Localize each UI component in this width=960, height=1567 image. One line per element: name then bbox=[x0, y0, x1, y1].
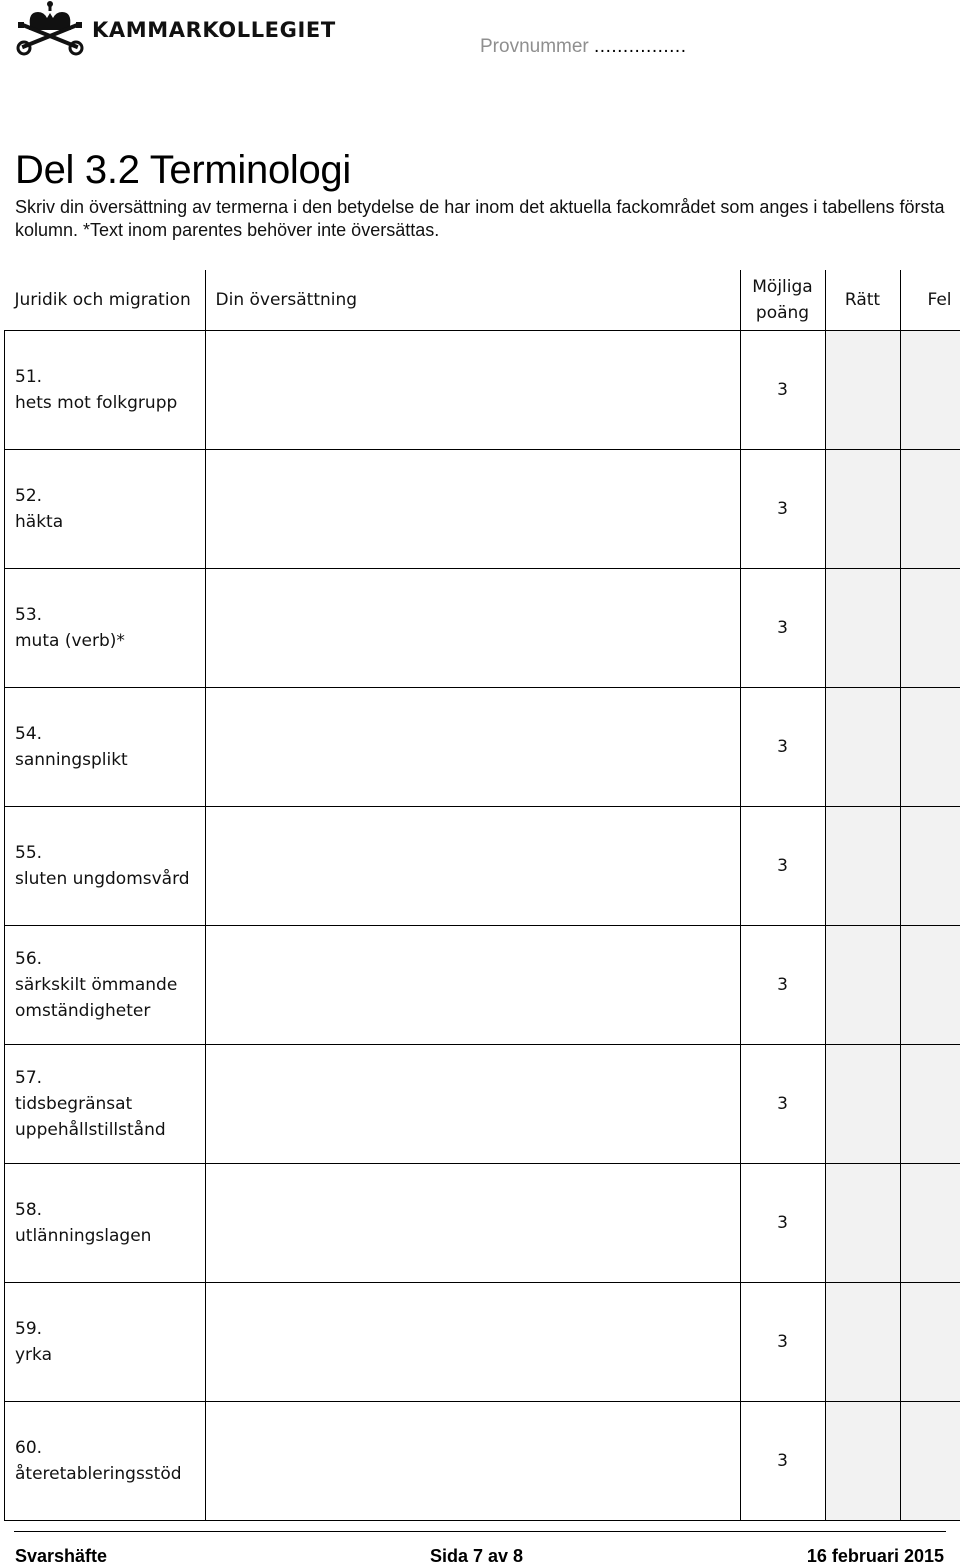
footer-page-number: Sida 7 av 8 bbox=[430, 1545, 523, 1567]
provnummer-label: Provnummer bbox=[480, 36, 589, 57]
wrong-score-cell bbox=[900, 807, 960, 926]
correct-score-cell bbox=[825, 569, 900, 688]
wrong-score-cell bbox=[900, 450, 960, 569]
possible-points-cell: 3 bbox=[740, 926, 825, 1045]
possible-points-cell: 3 bbox=[740, 807, 825, 926]
table-row bbox=[5, 1283, 960, 1402]
possible-points-cell: 3 bbox=[740, 1283, 825, 1402]
term-cell bbox=[5, 926, 206, 1045]
wrong-score-cell bbox=[900, 331, 960, 450]
term-text: hets mot folkgrupp bbox=[15, 390, 205, 416]
table-row bbox=[5, 807, 960, 926]
translation-answer-cell[interactable] bbox=[205, 688, 740, 807]
table-header-row bbox=[5, 270, 960, 331]
header-points: Möjliga poäng bbox=[740, 270, 825, 331]
possible-points-cell: 3 bbox=[740, 1164, 825, 1283]
term-number: 54. bbox=[15, 721, 205, 747]
table-row bbox=[5, 688, 960, 807]
term-text: yrka bbox=[15, 1342, 205, 1368]
term-number: 52. bbox=[15, 483, 205, 509]
wrong-score-cell bbox=[900, 1283, 960, 1402]
footer-date: 16 februari 2015 bbox=[807, 1545, 944, 1567]
possible-points-cell: 3 bbox=[740, 1045, 825, 1164]
translation-answer-cell[interactable] bbox=[205, 1164, 740, 1283]
header-term: Juridik och migration bbox=[5, 270, 206, 331]
header-wrong: Fel bbox=[900, 270, 960, 331]
translation-answer-cell[interactable] bbox=[205, 926, 740, 1045]
crown-keys-emblem-icon bbox=[14, 0, 86, 58]
table-row bbox=[5, 1164, 960, 1283]
translation-answer-cell[interactable] bbox=[205, 1402, 740, 1521]
term-cell bbox=[5, 569, 206, 688]
term-text: häkta bbox=[15, 509, 205, 535]
header-translation: Din översättning bbox=[205, 270, 740, 331]
logo-wordmark: KAMMARKOLLEGIET bbox=[92, 18, 336, 42]
table-row bbox=[5, 331, 960, 450]
term-number: 60. bbox=[15, 1435, 205, 1461]
section-title: Del 3.2 Terminologi bbox=[15, 142, 351, 198]
correct-score-cell bbox=[825, 926, 900, 1045]
table-row bbox=[5, 1045, 960, 1164]
correct-score-cell bbox=[825, 331, 900, 450]
term-cell bbox=[5, 688, 206, 807]
term-text: muta (verb)* bbox=[15, 628, 205, 654]
correct-score-cell bbox=[825, 450, 900, 569]
correct-score-cell bbox=[825, 1164, 900, 1283]
wrong-score-cell bbox=[900, 1045, 960, 1164]
wrong-score-cell bbox=[900, 926, 960, 1045]
footer-document-name: Svarshäfte bbox=[15, 1545, 107, 1567]
term-number: 55. bbox=[15, 840, 205, 866]
term-number: 58. bbox=[15, 1197, 205, 1223]
header-correct: Rätt bbox=[825, 270, 900, 331]
translation-answer-cell[interactable] bbox=[205, 807, 740, 926]
provnummer-dots: ................ bbox=[594, 36, 686, 57]
correct-score-cell bbox=[825, 1283, 900, 1402]
translation-answer-cell[interactable] bbox=[205, 450, 740, 569]
footer-divider bbox=[14, 1531, 946, 1532]
wrong-score-cell bbox=[900, 1164, 960, 1283]
translation-answer-cell[interactable] bbox=[205, 331, 740, 450]
term-cell bbox=[5, 450, 206, 569]
terminology-table bbox=[4, 270, 960, 1521]
translation-answer-cell[interactable] bbox=[205, 1045, 740, 1164]
possible-points-cell: 3 bbox=[740, 569, 825, 688]
possible-points-cell: 3 bbox=[740, 1402, 825, 1521]
term-cell bbox=[5, 807, 206, 926]
term-text: återetableringsstöd bbox=[15, 1461, 205, 1487]
term-text: särkskilt ömmande omständigheter bbox=[15, 972, 205, 1024]
correct-score-cell bbox=[825, 1045, 900, 1164]
table-row bbox=[5, 569, 960, 688]
possible-points-cell: 3 bbox=[740, 450, 825, 569]
term-cell bbox=[5, 331, 206, 450]
term-text: sanningsplikt bbox=[15, 747, 205, 773]
term-number: 59. bbox=[15, 1316, 205, 1342]
term-text: sluten ungdomsvård bbox=[15, 866, 205, 892]
wrong-score-cell bbox=[900, 688, 960, 807]
term-number: 51. bbox=[15, 364, 205, 390]
correct-score-cell bbox=[825, 1402, 900, 1521]
provnummer-field bbox=[480, 36, 687, 58]
term-number: 56. bbox=[15, 946, 205, 972]
table-row bbox=[5, 1402, 960, 1521]
term-cell bbox=[5, 1283, 206, 1402]
section-instructions: Skriv din översättning av termerna i den betydelse de har inom det aktuella fackområdet som anges i tabellens första kolumn. *Text inom parentes behöver inte översättas. bbox=[15, 196, 950, 242]
term-text: utlänningslagen bbox=[15, 1223, 205, 1249]
translation-answer-cell[interactable] bbox=[205, 1283, 740, 1402]
term-text: tidsbegränsat uppehållstillstånd bbox=[15, 1091, 205, 1143]
term-cell bbox=[5, 1164, 206, 1283]
table-row bbox=[5, 926, 960, 1045]
wrong-score-cell bbox=[900, 569, 960, 688]
wrong-score-cell bbox=[900, 1402, 960, 1521]
correct-score-cell bbox=[825, 807, 900, 926]
term-number: 57. bbox=[15, 1065, 205, 1091]
term-cell bbox=[5, 1045, 206, 1164]
translation-answer-cell[interactable] bbox=[205, 569, 740, 688]
term-cell bbox=[5, 1402, 206, 1521]
kammarkollegiet-logo bbox=[14, 0, 314, 58]
possible-points-cell: 3 bbox=[740, 331, 825, 450]
possible-points-cell: 3 bbox=[740, 688, 825, 807]
correct-score-cell bbox=[825, 688, 900, 807]
table-row bbox=[5, 450, 960, 569]
term-number: 53. bbox=[15, 602, 205, 628]
